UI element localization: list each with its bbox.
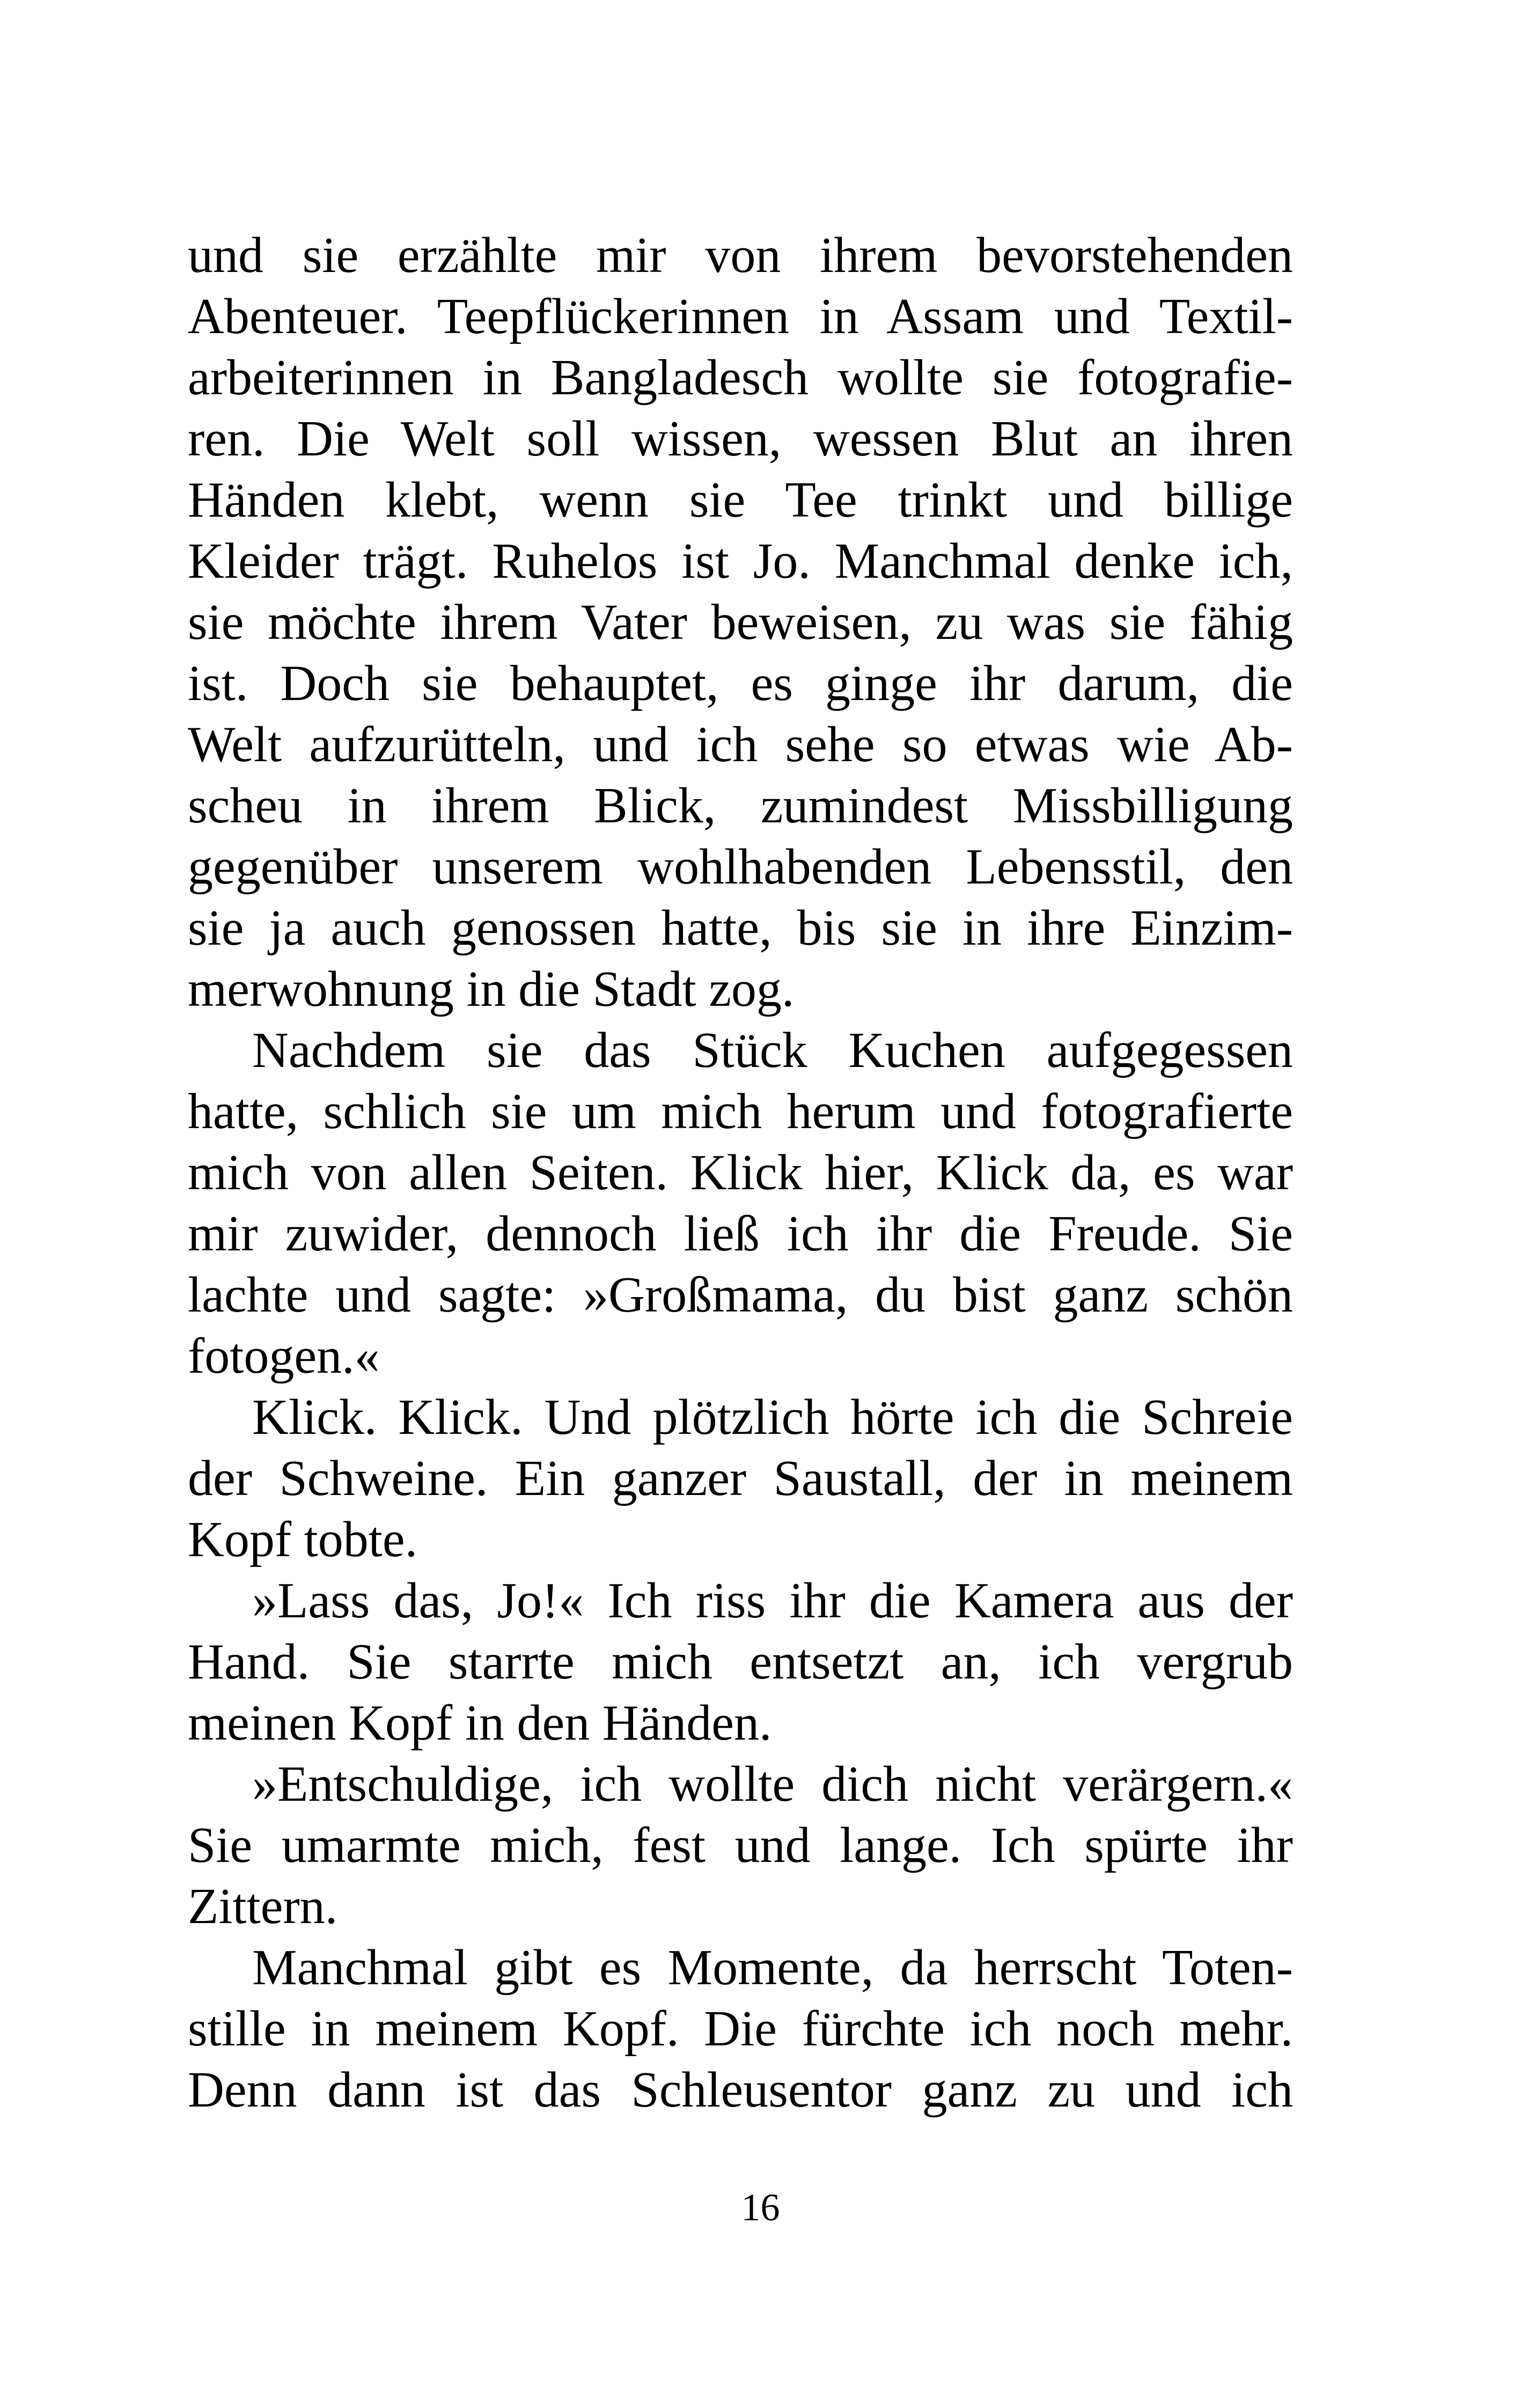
text-line: Kopf tobte.	[188, 1512, 418, 1567]
text-line: Denn dann ist das Schleusentor ganz zu und ich	[188, 2062, 1293, 2118]
text-line: Zittern.	[188, 1879, 338, 1934]
text-line: Manchmal gibt es Momente, da herrscht Toten-	[252, 1940, 1293, 1995]
text-line: mich von allen Seiten. Klick hier, Klick da, es war	[188, 1145, 1293, 1201]
text-line: Sie umarmte mich, fest und lange. Ich spürte ihr	[188, 1817, 1293, 1873]
text-line: und sie erzählte mir von ihrem bevorstehenden	[188, 227, 1293, 283]
text-line: Klick. Klick. Und plötzlich hörte ich die Schreie	[252, 1389, 1293, 1445]
page-number: 16	[741, 2186, 780, 2229]
text-line: »Entschuldige, ich wollte dich nicht verärgern.«	[252, 1756, 1293, 1812]
text-line: »Lass das, Jo!« Ich riss ihr die Kamera aus der	[252, 1573, 1293, 1629]
text-line: ren. Die Welt soll wissen, wessen Blut an ihren	[188, 411, 1293, 467]
text-line: der Schweine. Ein ganzer Saustall, der in meinem	[188, 1450, 1293, 1506]
text-line: sie ja auch genossen hatte, bis sie in ihre Einzim-	[188, 900, 1293, 956]
text-line: hatte, schlich sie um mich herum und fotografierte	[188, 1084, 1293, 1139]
text-line: fotogen.«	[188, 1328, 380, 1384]
text-line: Kleider trägt. Ruhelos ist Jo. Manchmal denke ich,	[188, 533, 1293, 589]
text-line: arbeiterinnen in Bangladesch wollte sie fotografie-	[188, 350, 1293, 406]
text-line: Hand. Sie starrte mich entsetzt an, ich vergrub	[188, 1634, 1293, 1690]
text-line: ist. Doch sie behauptet, es ginge ihr darum, die	[188, 656, 1293, 711]
text-line: Nachdem sie das Stück Kuchen aufgegessen	[252, 1022, 1293, 1078]
text-line: meinen Kopf in den Händen.	[188, 1695, 772, 1751]
text-line: lachte und sagte: »Großmama, du bist ganz schön	[188, 1267, 1293, 1323]
text-line: Händen klebt, wenn sie Tee trinkt und billige	[188, 472, 1293, 528]
text-line: gegenüber unserem wohlhabenden Lebensstil, den	[188, 839, 1293, 895]
text-line: merwohnung in die Stadt zog.	[188, 961, 795, 1017]
text-line: Abenteuer. Teepflückerinnen in Assam und Textil-	[188, 289, 1293, 344]
text-line: mir zuwider, dennoch ließ ich ihr die Freude. Sie	[188, 1206, 1293, 1262]
text-line: sie möchte ihrem Vater beweisen, zu was sie fähig	[188, 594, 1293, 650]
text-line: Welt aufzurütteln, und ich sehe so etwas wie Ab-	[188, 717, 1293, 772]
body-text	[188, 225, 1293, 2120]
text-line: scheu in ihrem Blick, zumindest Missbilligung	[188, 778, 1293, 834]
text-line: stille in meinem Kopf. Die fürchte ich noch mehr.	[188, 2001, 1293, 2057]
